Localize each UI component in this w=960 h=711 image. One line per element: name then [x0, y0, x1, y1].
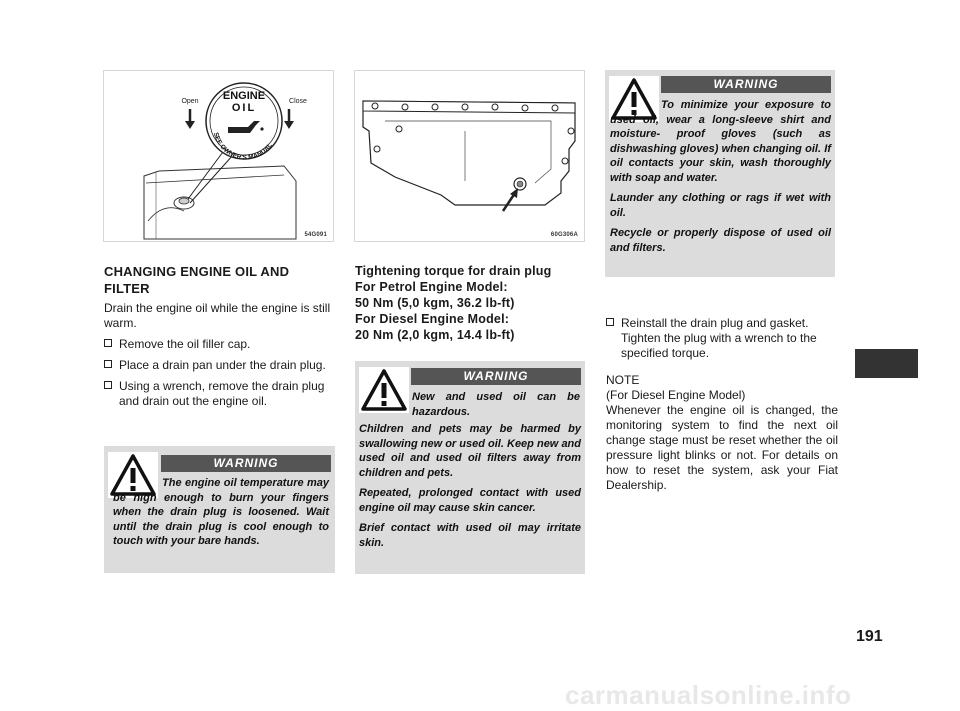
- warning-title: WARNING: [661, 76, 831, 93]
- oil-cap-illustration: [104, 71, 333, 241]
- list-item: [104, 358, 336, 373]
- page-number: 191: [856, 628, 883, 645]
- warning-triangle-icon: [359, 367, 409, 413]
- oil-filler-cap-figure: [103, 70, 334, 242]
- warning-title: WARNING: [161, 455, 331, 472]
- warning-text: New and used oil can be hazardous.: [412, 391, 580, 418]
- section-heading: CHANGING ENGINE OIL AND FILTER: [104, 264, 290, 296]
- list-item-text: Using a wrench, remove the drain plug and drain out the engine oil.: [119, 379, 325, 408]
- warning-box-hazard: [355, 361, 585, 574]
- warning-paragraph: To minimize your exposure to used oil, wear a long-sleeve shirt and moisture- proof gloves (such as dishwashing gloves) when changing oil. If oil contacts your skin, wash thoroughly with soap and water.: [610, 99, 831, 184]
- checkbox-icon: [104, 339, 112, 347]
- list-item-text: Place a drain pan under the drain plug.: [119, 358, 326, 372]
- list-item-text: Reinstall the drain plug and gasket. Tighten the plug with a wrench to the specified torque.: [621, 316, 817, 360]
- warning-body: [359, 422, 581, 556]
- cap-text-oil: OIL: [231, 102, 257, 114]
- footer-watermark: [0, 680, 960, 709]
- warning-paragraph: Recycle or properly dispose of used oil and filters.: [610, 227, 831, 254]
- warning-box-exposure: [605, 70, 835, 277]
- warning-paragraph: Repeated, prolonged contact with used engine oil may cause skin cancer.: [359, 487, 581, 514]
- torque-spec: [355, 263, 587, 343]
- note-title: NOTE: [606, 373, 640, 387]
- oil-pan-illustration: [355, 71, 584, 241]
- checkbox-icon: [104, 381, 112, 389]
- warning-body: [610, 98, 831, 261]
- note-subtitle: (For Diesel Engine Model): [606, 388, 746, 402]
- right-column: [606, 316, 838, 493]
- close-label: Close: [289, 98, 307, 105]
- torque-line: For Petrol Engine Model:: [355, 280, 508, 294]
- figure-code: 54G091: [304, 232, 327, 238]
- torque-line: For Diesel Engine Model:: [355, 312, 510, 326]
- list-item: [606, 316, 838, 361]
- open-label: Open: [181, 98, 199, 105]
- watermark-text: carmanualsonline.info: [565, 680, 852, 710]
- warning-box-burn: [104, 446, 335, 573]
- list-item: [104, 337, 336, 352]
- left-column: [104, 263, 336, 415]
- section-tab-marker: [855, 349, 918, 378]
- checkbox-icon: [606, 318, 614, 326]
- note-text: Whenever the engine oil is changed, the monitoring system to find the next oil change stage must be reset whether the oil pressure light blinks or not. For details on how to reset the system, ask your Fiat Dealership.: [606, 403, 838, 492]
- warning-title: WARNING: [411, 368, 581, 385]
- list-item-text: Remove the oil filler cap.: [119, 337, 251, 351]
- list-item: [104, 379, 336, 409]
- cap-arc-text: SEE OWNER'S MANUAL: [211, 131, 274, 162]
- torque-line: 20 Nm (2,0 kgm, 14.4 lb-ft): [355, 328, 515, 342]
- checkbox-icon: [104, 360, 112, 368]
- warning-text: The engine oil temperature may be high enough to burn your fingers when the drain plug is loosened. Wait until the drain plug is cool enough to touch with your bare hands.: [113, 477, 329, 547]
- figure-code: 60G306A: [550, 232, 578, 238]
- close-arrow-icon: [284, 121, 294, 129]
- torque-line: 50 Nm (5,0 kgm, 36.2 lb-ft): [355, 296, 515, 310]
- oil-pan-figure: [354, 70, 585, 242]
- warning-paragraph: Launder any clothing or rags if wet with oil.: [610, 192, 831, 219]
- warning-paragraph: Children and pets may be harmed by swallowing new or used oil. Keep new and used oil and used oil filters away from children and pets.: [359, 423, 581, 479]
- cap-text-engine: ENGINE: [222, 90, 266, 102]
- warning-paragraph: Brief contact with used oil may irritate skin.: [359, 522, 581, 549]
- torque-line: Tightening torque for drain plug: [355, 264, 552, 278]
- intro-text: Drain the engine oil while the engine is still warm.: [104, 301, 331, 330]
- open-arrow-icon: [185, 121, 195, 129]
